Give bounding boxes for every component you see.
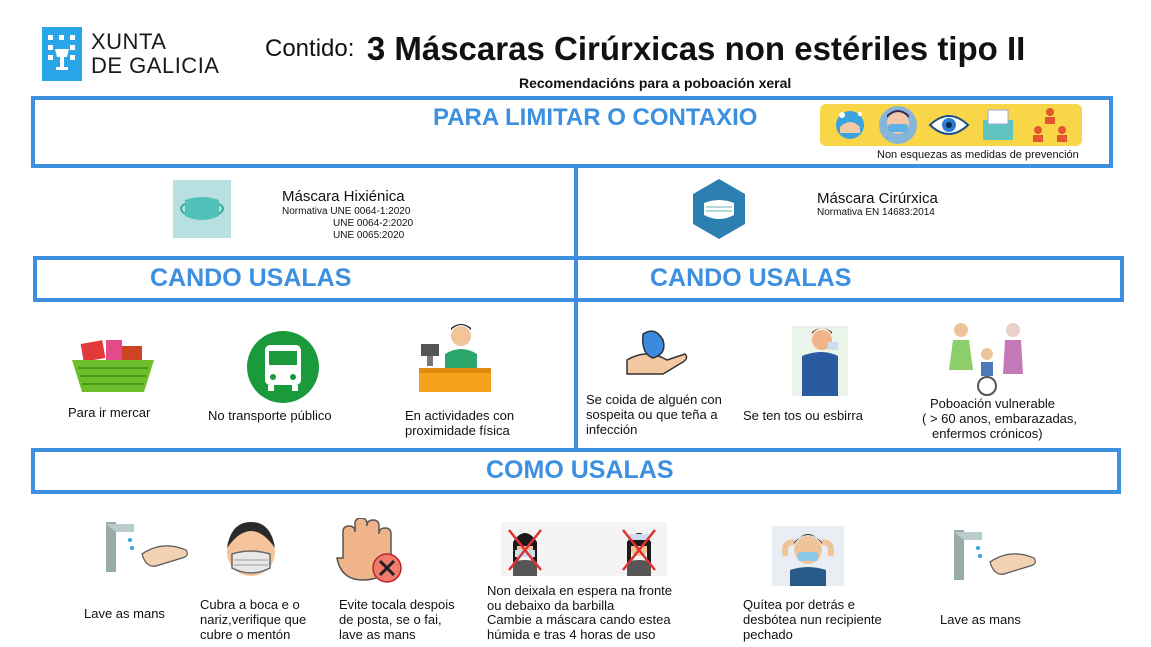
mask-face-icon (212, 522, 290, 582)
surgical-mask-norm-1: Normativa EN 14683:2014 (817, 207, 935, 218)
galicia-shield-icon (42, 27, 82, 81)
remove-mask-icon (772, 526, 844, 586)
when-left-item-transport-label: No transporte público (208, 408, 332, 423)
hygienic-mask-name: Máscara Hixiénica (282, 188, 405, 205)
how-section-heading: COMO USALAS (486, 456, 674, 484)
when-left-item-activities-label: En actividades con proximidade física (405, 408, 515, 438)
prevention-caption: Non esquezas as medidas de prevención (877, 149, 1079, 161)
vulnerable-people-icon (947, 320, 1027, 396)
cashier-icon (419, 322, 491, 394)
no-touch-hand-icon (333, 518, 409, 584)
bus-icon (247, 331, 319, 403)
handwash-tap-icon (948, 528, 1040, 588)
center-divider (574, 165, 578, 450)
coughing-person-icon (792, 326, 848, 396)
limit-section-heading: PARA LIMITAR O CONTAXIO (433, 104, 758, 131)
how-step-4-label: Non deixala en espera na fronte ou debaixo da barbilla (487, 583, 673, 613)
title-main: 3 Máscaras Cirúrxicas non estériles tipo II (366, 30, 1026, 67)
eye-icon (928, 110, 970, 140)
handwash-icon (830, 107, 870, 143)
xunta-logo (42, 27, 222, 83)
how-step-6-label: Lave as mans (940, 612, 1021, 627)
social-distance-icon (1030, 106, 1070, 144)
page-subtitle: Recomendacións para a poboación xeral (519, 75, 792, 91)
when-right-item-vulnerable-detail-1: ( > 60 anos, embarazadas, (922, 411, 1078, 426)
when-right-item-vulnerable-detail-2: enfermos crónicos) (932, 426, 1043, 441)
tissue-box-icon (980, 108, 1016, 142)
hygienic-mask-norm-2: UNE 0064-2:2020 (333, 218, 414, 229)
handwash-tap-icon (100, 520, 192, 580)
caring-hands-icon (623, 326, 689, 384)
how-step-3-label: Evite tocala despois de posta, se o fai, lave as mans (339, 597, 455, 642)
when-right-item-care-label: Se coida de alguén con sospeita ou que teña a infección (586, 392, 722, 437)
title-prefix: Contido: (265, 35, 355, 62)
when-left-item-shopping-label: Para ir mercar (68, 405, 151, 420)
hygienic-mask-norm-1: Normativa UNE 0064-1:2020 (282, 206, 411, 217)
surgical-mask-icon (691, 178, 747, 240)
prevention-icons-strip (820, 104, 1082, 146)
when-right-item-cough-label: Se ten tos ou esbirra (743, 408, 863, 423)
how-step-5-label: Quítea por detrás e desbótea nun recipiente pechado (743, 597, 882, 642)
hygienic-mask-norm-3: UNE 0065:2020 (333, 230, 405, 241)
shopping-basket-icon (70, 338, 156, 394)
when-right-heading: CANDO USALAS (650, 264, 852, 292)
surgical-mask-name: Máscara Cirúrxica (817, 190, 938, 207)
when-left-heading: CANDO USALAS (150, 264, 352, 292)
how-step-2-label: Cubra a boca e o nariz,verifique que cubre o mentón (200, 597, 307, 642)
logo-line-2: DE GALICIA (91, 53, 220, 78)
face-mask-person-icon (878, 105, 918, 145)
how-step-1-label: Lave as mans (84, 606, 165, 621)
when-right-item-vulnerable-label: Poboación vulnerable (930, 396, 1056, 411)
logo-line-1: XUNTA (91, 29, 167, 54)
hygienic-mask-icon (173, 180, 231, 238)
wrong-mask-position-icon (501, 522, 667, 576)
page-title (265, 30, 1125, 72)
how-step-4-detail: Cambie a máscara cando estea húmida e tras 4 horas de uso (487, 612, 671, 642)
